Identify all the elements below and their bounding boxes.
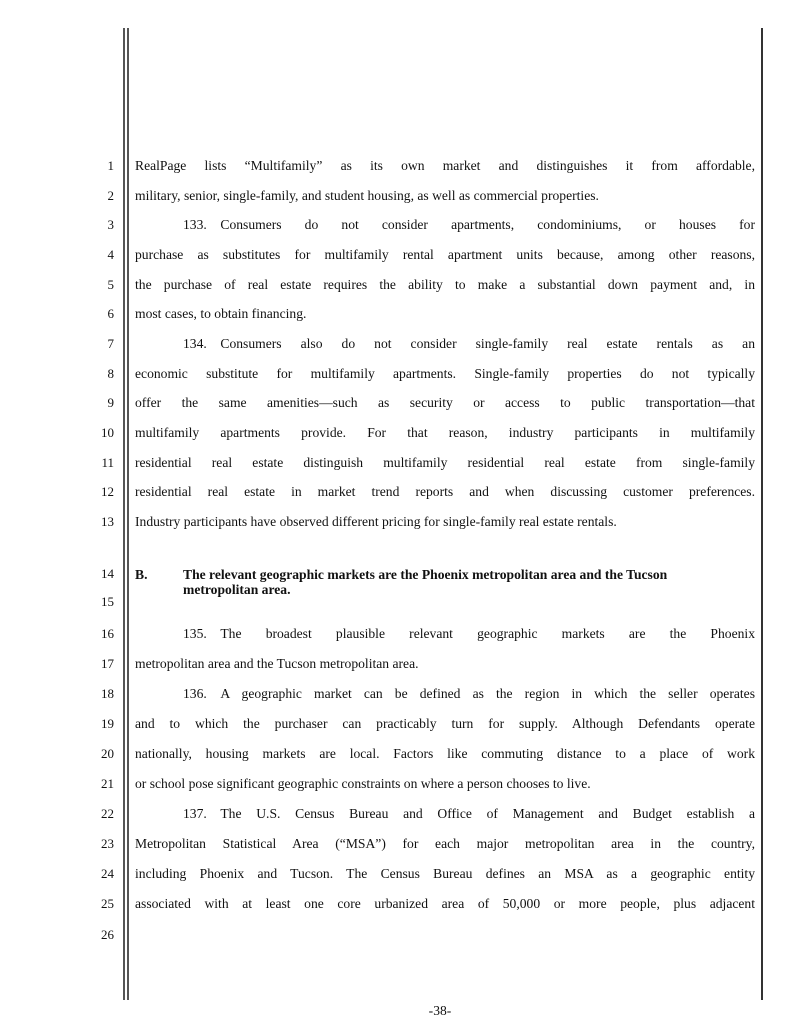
line-number: 21 (101, 776, 114, 791)
line-number: 12 (101, 484, 114, 499)
body-text-line: Industry participants have observed different pricing for single-family real estate rentals. (135, 514, 617, 529)
left-margin-rule-outer (123, 28, 125, 1000)
line-number: 25 (101, 896, 114, 911)
line-number: 14 (101, 566, 114, 581)
paragraph-136-start: 136. A geographic market can be defined as the region in which the seller operates (183, 686, 755, 701)
left-margin-rule-inner (127, 28, 129, 1000)
body-text-line: purchase as substitutes for multifamily rental apartment units because, among other reasons, (135, 247, 755, 262)
body-text-line: economic substitute for multifamily apartments. Single-family properties do not typically (135, 366, 755, 381)
body-text-line: the purchase of real estate requires the ability to make a substantial down payment and, in (135, 277, 755, 292)
section-heading-text: The relevant geographic markets are the Phoenix metropolitan area and the Tucson metropolitan area. (183, 567, 668, 597)
line-number: 17 (101, 656, 114, 671)
line-number: 26 (101, 927, 114, 942)
body-text-line: associated with at least one core urbanized area of 50,000 or more people, plus adjacent (135, 896, 755, 911)
line-number: 7 (107, 336, 114, 351)
body-text-line: and to which the purchaser can practicably turn for supply. Although Defendants operate (135, 716, 755, 731)
line-number: 16 (101, 626, 114, 641)
body-text-line: most cases, to obtain financing. (135, 306, 307, 321)
line-number: 10 (101, 425, 114, 440)
line-number: 24 (101, 866, 114, 881)
line-number: 19 (101, 716, 114, 731)
line-number: 11 (101, 455, 114, 470)
body-text-line: RealPage lists “Multifamily” as its own market and distinguishes it from affordable, (135, 158, 755, 173)
body-text-line: residential real estate distinguish multifamily residential real estate from single-family (135, 455, 755, 470)
body-text-line: nationally, housing markets are local. Factors like commuting distance to a place of work (135, 746, 755, 761)
line-number: 8 (107, 366, 114, 381)
line-number: 3 (107, 217, 114, 232)
body-text-line: metropolitan area and the Tucson metropolitan area. (135, 656, 419, 671)
line-number: 13 (101, 514, 114, 529)
body-text-line: military, senior, single-family, and student housing, as well as commercial properties. (135, 188, 599, 203)
line-number: 20 (101, 746, 114, 761)
body-text-line: Metropolitan Statistical Area (“MSA”) for each major metropolitan area in the country, (135, 836, 755, 851)
line-number: 23 (101, 836, 114, 851)
body-text-line: multifamily apartments provide. For that reason, industry participants in multifamily (135, 425, 755, 440)
line-number: 5 (107, 277, 114, 292)
line-number: 9 (107, 395, 114, 410)
paragraph-134-start: 134. Consumers also do not consider single-family real estate rentals as an (183, 336, 755, 351)
paragraph-135-start: 135. The broadest plausible relevant geographic markets are the Phoenix (183, 626, 755, 641)
line-number: 18 (101, 686, 114, 701)
body-text-line: including Phoenix and Tucson. The Census Bureau defines an MSA as a geographic entity (135, 866, 755, 881)
section-heading-label: B. (135, 567, 148, 582)
paragraph-137-start: 137. The U.S. Census Bureau and Office of Management and Budget establish a (183, 806, 755, 821)
line-number: 22 (101, 806, 114, 821)
right-margin-rule (761, 28, 763, 1000)
line-number: 15 (101, 594, 114, 609)
body-text-line: or school pose significant geographic constraints on where a person chooses to live. (135, 776, 591, 791)
line-number: 2 (107, 188, 114, 203)
line-number: 6 (107, 306, 114, 321)
page-number: -38- (428, 1003, 452, 1018)
paragraph-133-start: 133. Consumers do not consider apartments, condominiums, or houses for (183, 217, 755, 232)
body-text-line: offer the same amenities—such as security or access to public transportation—that (135, 395, 755, 410)
line-number: 1 (107, 158, 114, 173)
line-number: 4 (107, 247, 114, 262)
body-text-line: residential real estate in market trend reports and when discussing customer preferences. (135, 484, 755, 499)
